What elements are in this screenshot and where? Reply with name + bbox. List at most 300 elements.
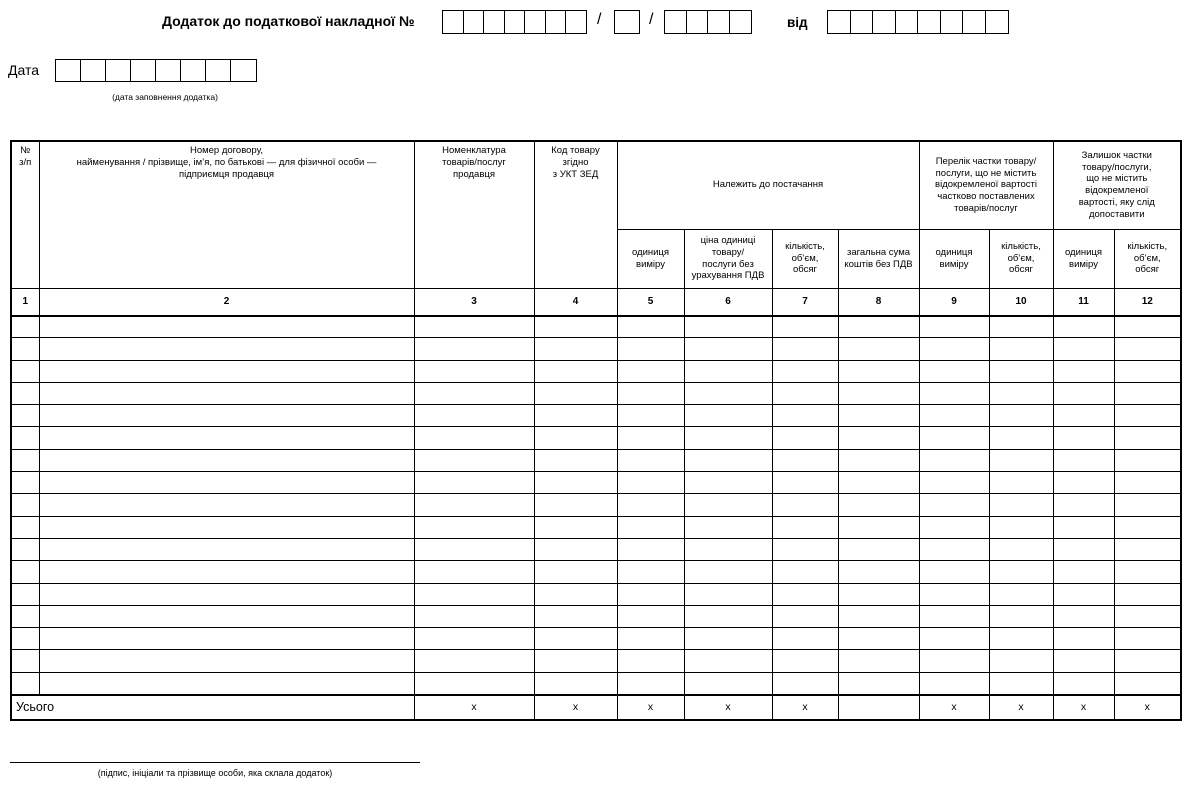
body-cell[interactable] — [838, 538, 919, 560]
body-cell[interactable] — [838, 449, 919, 471]
body-cell[interactable] — [772, 650, 838, 672]
body-cell[interactable] — [838, 605, 919, 627]
digit-box[interactable] — [895, 10, 919, 34]
body-cell[interactable] — [534, 516, 617, 538]
digit-box[interactable] — [985, 10, 1009, 34]
column-numbers-row — [11, 288, 1181, 316]
total-label: Усього — [11, 695, 414, 720]
appendix-table — [10, 140, 1182, 721]
digit-box[interactable] — [55, 59, 82, 82]
col-number: 1 — [11, 288, 39, 316]
body-cell[interactable] — [39, 605, 414, 627]
body-cell[interactable] — [39, 316, 414, 338]
body-cell[interactable] — [1114, 449, 1181, 471]
body-cell[interactable] — [1053, 338, 1114, 360]
table-empty-row — [11, 672, 1181, 694]
body-cell[interactable] — [1053, 449, 1114, 471]
body-cell[interactable] — [772, 494, 838, 516]
body-cell[interactable] — [617, 672, 684, 694]
body-cell[interactable] — [39, 449, 414, 471]
digit-box[interactable] — [962, 10, 986, 34]
col-number: 3 — [414, 288, 534, 316]
body-cell[interactable] — [414, 672, 534, 694]
digit-box[interactable] — [205, 59, 232, 82]
col-header-quantity: кількість, об’єм, обсяг — [772, 229, 838, 288]
body-cell[interactable] — [617, 316, 684, 338]
body-cell[interactable] — [989, 561, 1053, 583]
body-cell[interactable] — [11, 472, 39, 494]
col-number: 9 — [919, 288, 989, 316]
body-cell[interactable] — [684, 605, 772, 627]
body-cell[interactable] — [11, 605, 39, 627]
body-cell[interactable] — [684, 628, 772, 650]
body-cell[interactable] — [534, 449, 617, 471]
body-cell[interactable] — [772, 672, 838, 694]
body-cell[interactable] — [39, 405, 414, 427]
body-cell[interactable] — [684, 382, 772, 404]
table-empty-row — [11, 516, 1181, 538]
body-cell[interactable] — [838, 405, 919, 427]
col-number: 2 — [39, 288, 414, 316]
body-cell[interactable] — [39, 472, 414, 494]
body-cell[interactable] — [919, 583, 989, 605]
body-cell[interactable] — [1114, 338, 1181, 360]
digit-box[interactable] — [729, 10, 752, 34]
body-cell[interactable] — [39, 672, 414, 694]
body-cell[interactable] — [919, 405, 989, 427]
body-cell[interactable] — [1114, 605, 1181, 627]
digit-box[interactable] — [940, 10, 964, 34]
total-cell-x: х — [919, 695, 989, 720]
body-cell[interactable] — [534, 494, 617, 516]
body-cell[interactable] — [772, 561, 838, 583]
body-cell[interactable] — [39, 360, 414, 382]
table-empty-row — [11, 650, 1181, 672]
body-cell[interactable] — [989, 427, 1053, 449]
header-group-row — [11, 141, 1181, 229]
group-header-partial-share: Перелік частки товару/ послуги, що не містить відокремленої вартості частково поставлених товарів/послуг — [919, 141, 1053, 229]
body-cell[interactable] — [414, 382, 534, 404]
body-cell[interactable] — [684, 494, 772, 516]
body-cell[interactable] — [772, 449, 838, 471]
body-cell[interactable] — [772, 382, 838, 404]
body-cell[interactable] — [414, 605, 534, 627]
body-cell[interactable] — [39, 583, 414, 605]
body-cell[interactable] — [534, 672, 617, 694]
body-cell[interactable] — [772, 605, 838, 627]
body-cell[interactable] — [919, 538, 989, 560]
body-cell[interactable] — [989, 316, 1053, 338]
body-cell[interactable] — [534, 628, 617, 650]
body-cell[interactable] — [772, 583, 838, 605]
body-cell[interactable] — [684, 472, 772, 494]
body-cell[interactable] — [534, 405, 617, 427]
body-cell[interactable] — [919, 672, 989, 694]
col-header-total-sum: загальна сума коштів без ПДВ — [838, 229, 919, 288]
body-cell[interactable] — [684, 316, 772, 338]
body-cell[interactable] — [989, 405, 1053, 427]
body-cell[interactable] — [1053, 516, 1114, 538]
body-cell[interactable] — [11, 538, 39, 560]
body-cell[interactable] — [838, 338, 919, 360]
body-cell[interactable] — [772, 628, 838, 650]
invoice-date-boxes — [827, 10, 1009, 34]
body-cell[interactable] — [838, 516, 919, 538]
body-cell[interactable] — [772, 405, 838, 427]
body-cell[interactable] — [11, 561, 39, 583]
body-cell[interactable] — [989, 494, 1053, 516]
digit-box[interactable] — [442, 10, 464, 34]
body-cell[interactable] — [414, 449, 534, 471]
table-empty-row — [11, 605, 1181, 627]
body-cell[interactable] — [684, 516, 772, 538]
body-cell[interactable] — [11, 494, 39, 516]
body-cell[interactable] — [684, 449, 772, 471]
body-cell[interactable] — [684, 338, 772, 360]
body-cell[interactable] — [534, 360, 617, 382]
body-cell[interactable] — [39, 338, 414, 360]
body-cell[interactable] — [414, 561, 534, 583]
body-cell[interactable] — [1114, 316, 1181, 338]
body-cell[interactable] — [684, 405, 772, 427]
body-cell[interactable] — [989, 583, 1053, 605]
col-number: 6 — [684, 288, 772, 316]
body-cell[interactable] — [1053, 650, 1114, 672]
body-cell[interactable] — [39, 494, 414, 516]
total-cell-x: х — [772, 695, 838, 720]
table-empty-row — [11, 427, 1181, 449]
body-cell[interactable] — [772, 338, 838, 360]
body-cell[interactable] — [617, 650, 684, 672]
total-cell-x: х — [617, 695, 684, 720]
body-cell[interactable] — [414, 427, 534, 449]
body-cell[interactable] — [534, 605, 617, 627]
body-cell[interactable] — [1114, 516, 1181, 538]
digit-box[interactable] — [504, 10, 526, 34]
body-cell[interactable] — [39, 650, 414, 672]
total-cell-x: х — [414, 695, 534, 720]
table-empty-row — [11, 561, 1181, 583]
body-cell[interactable] — [919, 382, 989, 404]
body-cell[interactable] — [617, 427, 684, 449]
body-cell[interactable] — [534, 472, 617, 494]
body-cell[interactable] — [989, 382, 1053, 404]
body-cell[interactable] — [414, 628, 534, 650]
digit-box[interactable] — [850, 10, 874, 34]
body-cell[interactable] — [39, 628, 414, 650]
body-cell[interactable] — [617, 405, 684, 427]
table-empty-row — [11, 382, 1181, 404]
body-cell[interactable] — [919, 427, 989, 449]
body-cell[interactable] — [1053, 360, 1114, 382]
body-cell[interactable] — [534, 427, 617, 449]
date-label: Дата — [8, 62, 40, 78]
body-cell[interactable] — [1114, 650, 1181, 672]
body-cell[interactable] — [919, 628, 989, 650]
digit-box[interactable] — [230, 59, 257, 82]
body-cell[interactable] — [534, 650, 617, 672]
digit-box[interactable] — [707, 10, 730, 34]
body-cell[interactable] — [414, 338, 534, 360]
table-empty-row — [11, 449, 1181, 471]
body-cell[interactable] — [11, 427, 39, 449]
body-cell[interactable] — [1114, 561, 1181, 583]
col-header-unit-price: ціна одиниці товару/ послуги без урахування ПДВ — [684, 229, 772, 288]
body-cell[interactable] — [684, 561, 772, 583]
col-header-contract: Номер договору, найменування / прізвище, ім’я, по батькові — для фізичної особи — підприємця продавця — [39, 141, 414, 288]
body-cell[interactable] — [617, 472, 684, 494]
body-cell[interactable] — [838, 583, 919, 605]
body-cell[interactable] — [414, 405, 534, 427]
body-cell[interactable] — [989, 605, 1053, 627]
body-cell[interactable] — [919, 494, 989, 516]
body-cell[interactable] — [414, 494, 534, 516]
total-cell-x: х — [1053, 695, 1114, 720]
body-cell[interactable] — [838, 360, 919, 382]
body-cell[interactable] — [919, 516, 989, 538]
body-cell[interactable] — [534, 583, 617, 605]
digit-box[interactable] — [105, 59, 132, 82]
body-cell[interactable] — [414, 472, 534, 494]
body-cell[interactable] — [617, 605, 684, 627]
body-cell[interactable] — [1053, 316, 1114, 338]
digit-box[interactable] — [545, 10, 567, 34]
body-cell[interactable] — [617, 338, 684, 360]
signature-caption: (підпис, ініціали та прізвище особи, яка склала додаток) — [97, 768, 333, 778]
body-cell[interactable] — [1114, 672, 1181, 694]
body-cell[interactable] — [617, 494, 684, 516]
body-cell[interactable] — [1114, 628, 1181, 650]
body-cell[interactable] — [11, 449, 39, 471]
body-cell[interactable] — [414, 650, 534, 672]
body-cell[interactable] — [989, 360, 1053, 382]
body-cell[interactable] — [1114, 382, 1181, 404]
body-cell[interactable] — [1053, 382, 1114, 404]
body-cell[interactable] — [11, 628, 39, 650]
body-cell[interactable] — [772, 427, 838, 449]
body-cell[interactable] — [919, 360, 989, 382]
slash-separator: / — [649, 11, 654, 28]
body-cell[interactable] — [617, 360, 684, 382]
body-cell[interactable] — [39, 538, 414, 560]
body-cell[interactable] — [919, 605, 989, 627]
digit-box[interactable] — [565, 10, 587, 34]
body-cell[interactable] — [989, 538, 1053, 560]
body-cell[interactable] — [838, 472, 919, 494]
body-cell[interactable] — [414, 516, 534, 538]
table-empty-row — [11, 628, 1181, 650]
col-number: 10 — [989, 288, 1053, 316]
body-cell[interactable] — [11, 583, 39, 605]
body-cell[interactable] — [617, 561, 684, 583]
body-cell[interactable] — [617, 382, 684, 404]
body-cell[interactable] — [838, 427, 919, 449]
body-cell[interactable] — [989, 449, 1053, 471]
body-cell[interactable] — [1053, 538, 1114, 560]
body-cell[interactable] — [838, 316, 919, 338]
body-cell[interactable] — [1114, 538, 1181, 560]
body-cell[interactable] — [1114, 405, 1181, 427]
total-row — [11, 695, 1181, 720]
body-cell[interactable] — [39, 427, 414, 449]
signature-line — [10, 762, 420, 763]
body-cell[interactable] — [838, 382, 919, 404]
total-cell-x: х — [684, 695, 772, 720]
body-cell[interactable] — [1053, 583, 1114, 605]
table-empty-row — [11, 316, 1181, 338]
body-cell[interactable] — [11, 316, 39, 338]
body-cell[interactable] — [1114, 472, 1181, 494]
body-cell[interactable] — [11, 672, 39, 694]
digit-box[interactable] — [872, 10, 896, 34]
body-cell[interactable] — [772, 360, 838, 382]
fill-date-boxes — [55, 59, 257, 82]
col-number: 12 — [1114, 288, 1181, 316]
table-empty-row — [11, 583, 1181, 605]
body-cell[interactable] — [414, 360, 534, 382]
body-cell[interactable] — [684, 360, 772, 382]
body-cell[interactable] — [39, 516, 414, 538]
body-cell[interactable] — [11, 382, 39, 404]
total-cell-x: х — [1114, 695, 1181, 720]
body-cell[interactable] — [1053, 605, 1114, 627]
body-cell[interactable] — [1114, 360, 1181, 382]
body-cell[interactable] — [772, 316, 838, 338]
digit-box[interactable] — [614, 10, 640, 34]
date-caption: (дата заповнення додатка) — [112, 92, 218, 102]
col-header-unit: одиниця виміру — [617, 229, 684, 288]
body-cell[interactable] — [684, 427, 772, 449]
table-empty-row — [11, 538, 1181, 560]
col-number: 4 — [534, 288, 617, 316]
body-cell[interactable] — [11, 405, 39, 427]
body-cell[interactable] — [11, 516, 39, 538]
body-cell[interactable] — [919, 472, 989, 494]
body-cell[interactable] — [919, 561, 989, 583]
body-cell[interactable] — [989, 338, 1053, 360]
body-cell[interactable] — [989, 628, 1053, 650]
body-cell[interactable] — [989, 472, 1053, 494]
invoice-number-mid-box — [614, 10, 640, 34]
col-header-quantity: кількість, об’єм, обсяг — [1114, 229, 1181, 288]
digit-box[interactable] — [483, 10, 505, 34]
body-cell[interactable] — [684, 672, 772, 694]
slash-separator: / — [597, 11, 602, 28]
digit-box[interactable] — [463, 10, 485, 34]
digit-box[interactable] — [180, 59, 207, 82]
body-cell[interactable] — [684, 538, 772, 560]
body-cell[interactable] — [989, 672, 1053, 694]
body-cell[interactable] — [838, 628, 919, 650]
body-cell[interactable] — [684, 650, 772, 672]
body-cell[interactable] — [919, 650, 989, 672]
group-header-remainder-share: Залишок частки товару/послуги, що не містить відокремленої вартості, яку слід допоставити — [1053, 141, 1181, 229]
body-cell[interactable] — [11, 650, 39, 672]
body-cell[interactable] — [684, 583, 772, 605]
total-cell-x: х — [989, 695, 1053, 720]
body-cell[interactable] — [617, 538, 684, 560]
body-cell[interactable] — [617, 516, 684, 538]
body-cell[interactable] — [534, 561, 617, 583]
body-cell[interactable] — [617, 449, 684, 471]
invoice-number-suffix-boxes — [664, 10, 752, 34]
body-cell[interactable] — [919, 316, 989, 338]
body-cell[interactable] — [1053, 427, 1114, 449]
body-cell[interactable] — [772, 516, 838, 538]
body-cell[interactable] — [1053, 561, 1114, 583]
col-number: 7 — [772, 288, 838, 316]
table-empty-row — [11, 494, 1181, 516]
body-cell[interactable] — [989, 650, 1053, 672]
body-cell[interactable] — [534, 316, 617, 338]
body-cell[interactable] — [838, 494, 919, 516]
body-cell[interactable] — [534, 338, 617, 360]
body-cell[interactable] — [838, 561, 919, 583]
form-title: Додаток до податкової накладної № — [162, 13, 415, 29]
total-cell-x: х — [534, 695, 617, 720]
body-cell[interactable] — [11, 338, 39, 360]
body-cell[interactable] — [534, 382, 617, 404]
col-number: 8 — [838, 288, 919, 316]
digit-box[interactable] — [80, 59, 107, 82]
digit-box[interactable] — [130, 59, 157, 82]
body-cell[interactable] — [1053, 494, 1114, 516]
body-cell[interactable] — [39, 561, 414, 583]
body-cell[interactable] — [1053, 472, 1114, 494]
col-header-unit: одиниця виміру — [1053, 229, 1114, 288]
digit-box[interactable] — [524, 10, 546, 34]
body-cell[interactable] — [1114, 583, 1181, 605]
body-cell[interactable] — [1053, 628, 1114, 650]
digit-box[interactable] — [917, 10, 941, 34]
table-empty-row — [11, 338, 1181, 360]
body-cell[interactable] — [617, 583, 684, 605]
digit-box[interactable] — [827, 10, 851, 34]
body-cell[interactable] — [989, 516, 1053, 538]
body-cell[interactable] — [838, 650, 919, 672]
table-empty-row — [11, 360, 1181, 382]
body-cell[interactable] — [919, 338, 989, 360]
col-number: 5 — [617, 288, 684, 316]
body-cell[interactable] — [1053, 405, 1114, 427]
total-cell-sum[interactable] — [838, 695, 919, 720]
body-cell[interactable] — [1114, 427, 1181, 449]
body-cell[interactable] — [772, 538, 838, 560]
body-cell[interactable] — [39, 382, 414, 404]
body-cell[interactable] — [414, 583, 534, 605]
body-cell[interactable] — [617, 628, 684, 650]
table-empty-row — [11, 472, 1181, 494]
body-cell[interactable] — [1114, 494, 1181, 516]
col-number: 11 — [1053, 288, 1114, 316]
digit-box[interactable] — [155, 59, 182, 82]
digit-box[interactable] — [686, 10, 709, 34]
col-header-nomenclature: Номенклатура товарів/послуг продавця — [414, 141, 534, 288]
body-cell[interactable] — [1053, 672, 1114, 694]
body-cell[interactable] — [414, 538, 534, 560]
body-cell[interactable] — [772, 472, 838, 494]
body-cell[interactable] — [534, 538, 617, 560]
body-cell[interactable] — [919, 449, 989, 471]
body-cell[interactable] — [11, 360, 39, 382]
body-cell[interactable] — [414, 316, 534, 338]
col-header-quantity: кількість, об’єм, обсяг — [989, 229, 1053, 288]
col-header-row-number: № з/п — [11, 141, 39, 288]
body-cell[interactable] — [838, 672, 919, 694]
digit-box[interactable] — [664, 10, 687, 34]
invoice-number-boxes — [442, 10, 587, 34]
col-header-unit: одиниця виміру — [919, 229, 989, 288]
